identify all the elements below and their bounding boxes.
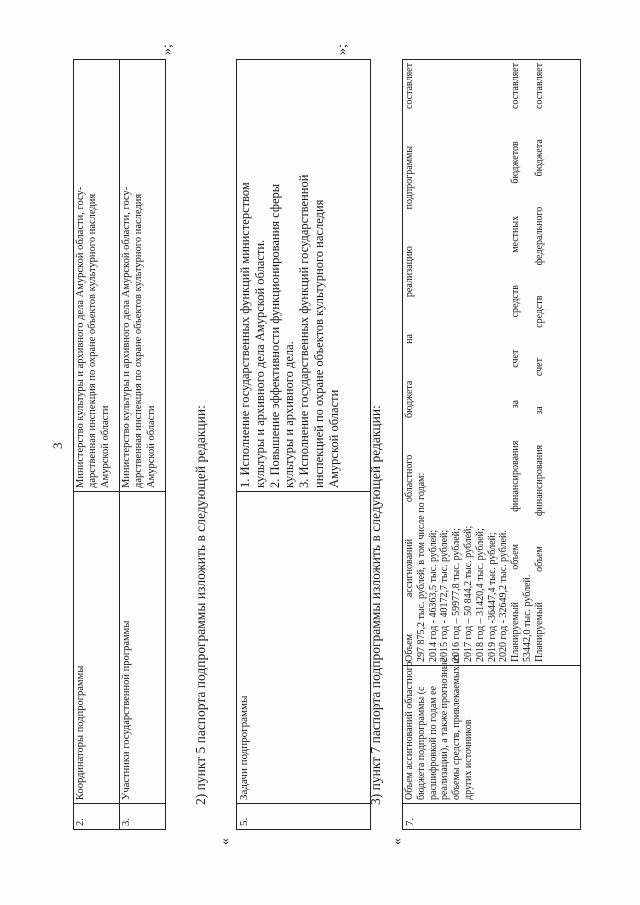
text-line: дарственная инспекция по охране объектов культурного наследия	[87, 193, 99, 488]
tasks-table	[236, 59, 371, 830]
table-row	[74, 60, 120, 830]
text-line: Министерство культуры и архивного дела Амурской области, госу-	[121, 186, 132, 488]
open-quote: «	[390, 838, 405, 845]
row-value	[403, 60, 581, 666]
text-line: 2017 год – 50 844,2 тыс. рублей;	[462, 525, 474, 662]
text-line: Министерство культуры и архивного дела Амурской области, госу-	[75, 186, 86, 488]
table-row	[403, 60, 581, 830]
text-line: 2020 год - 32649,2 тыс. рублей.	[498, 530, 510, 662]
text-line: реализации), а также прогнозные	[439, 658, 451, 800]
open-quote: «	[218, 838, 233, 845]
closing-quote: »;	[335, 44, 350, 55]
coordinators-table	[73, 59, 166, 830]
text-line: культуры и архивного дела.	[282, 341, 297, 488]
text-line: 1. Исполнение государственных функций министерством	[238, 182, 252, 488]
text-line: 2014 год - 46363,5 тыс. рублей;	[427, 529, 439, 662]
row-number: 7.	[403, 804, 581, 830]
section3-heading: 3) пункт 7 паспорта подпрограммы изложить в следующей редакции:	[368, 405, 383, 805]
text-line: Планируемый объем финансирования за счет средств местных бюджетов составляет	[510, 63, 522, 662]
text-line: 53442,0 тыс. рублей.	[521, 574, 533, 662]
row-label	[403, 654, 581, 804]
text-line: Планируемый объем финансирования за счет средств федерального бюджета составляет	[533, 63, 545, 662]
text-line: 2016 год – 59977,8 тыс. рублей;	[451, 528, 463, 662]
text-line: культуры и архивного дела Амурской области.	[252, 239, 267, 488]
text-line: Амурской области	[326, 389, 341, 488]
table-row	[120, 60, 166, 830]
text-line: Амурской области	[145, 405, 157, 488]
text-line: Амурской области	[99, 405, 111, 488]
row-value	[74, 60, 120, 492]
text-line: Объем ассигнований областного	[404, 661, 415, 800]
row-label: Координаторы подпрограммы	[74, 492, 120, 804]
row-number: 3.	[120, 804, 166, 830]
text-line: объемы средств, привлекаемых из	[451, 654, 463, 800]
row-value	[120, 60, 166, 492]
text-line: Объем ассигнований областного бюджета на реализацию подпрограммы составляет	[404, 63, 415, 662]
page-number: 3	[50, 442, 65, 449]
text-line: других источников	[462, 719, 474, 800]
text-line: 3. Исполнение государственных функций государственной	[297, 174, 311, 488]
text-line: 297 875,2 тыс. рублей, в том числе по годам:	[415, 472, 427, 662]
row-value	[237, 60, 371, 492]
text-line: 2019 год -36447,4 тыс. рублей;	[486, 532, 498, 662]
text-line: дарственная инспекция по охране объектов культурного наследия	[133, 193, 145, 488]
row-label: Задачи подпрограммы	[237, 492, 371, 804]
text-line: бюджета подпрограммы (с	[415, 686, 427, 800]
text-line: расшифровкой по годам ее	[427, 686, 439, 800]
funding-table	[402, 59, 581, 830]
text-line: 2018 год – 31420,4 тыс. рублей;	[474, 528, 486, 662]
table-row	[237, 60, 371, 830]
text-line: 2. Повышение эффективности функционирования сферы	[267, 183, 282, 488]
row-number: 2.	[74, 804, 120, 830]
closing-quote: »;	[160, 44, 175, 55]
row-number: 5.	[237, 804, 371, 830]
text-line: инспекцией по охране объектов культурного наследия	[311, 199, 326, 488]
row-label: Участники государственной программы	[120, 492, 166, 804]
section2-heading: 2) пункт 5 паспорта подпрограммы изложить в следующей редакции:	[193, 405, 208, 805]
text-line: 2015 год - 40172,7 тыс. рублей;	[439, 529, 451, 662]
